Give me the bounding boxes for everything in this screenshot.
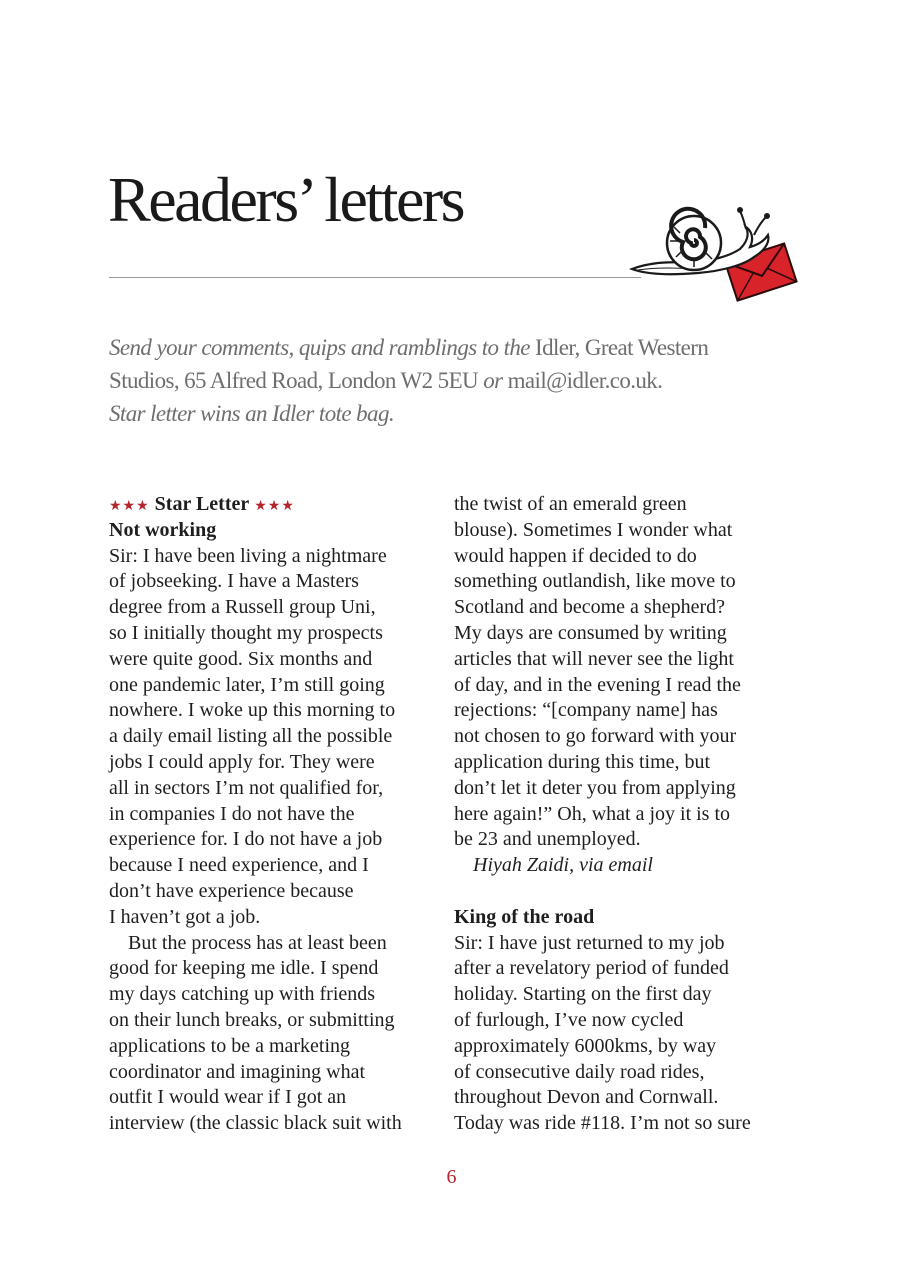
text-line: My days are consumed by writing [454, 621, 727, 644]
email-address: mail@idler.co.uk. [507, 368, 663, 393]
star-letter-label: ★★★ Star Letter ★★★ [109, 493, 295, 515]
text-line: because I need experience, and I [109, 854, 369, 877]
intro-line-1: Send your comments, quips and ramblings to the Idler, Great Western [109, 335, 709, 360]
text-line: of day, and in the evening I read the [454, 673, 741, 696]
text-line: good for keeping me idle. I spend [109, 957, 379, 980]
text-line: Today was ride #118. I’m not so sure [454, 1112, 751, 1135]
submission-intro [109, 331, 749, 430]
text-line: on their lunch breaks, or submitting [109, 1008, 395, 1031]
text-line: coordinator and imagining what [109, 1060, 366, 1083]
text-line: rejections: “[company name] has [454, 699, 718, 722]
text-line: I haven’t got a job. [109, 905, 261, 928]
star-icon: ★★★ [109, 499, 150, 514]
text-line: jobs I could apply for. They were [109, 750, 375, 773]
text-line: application during this time, but [454, 750, 711, 773]
text-line: my days catching up with friends [109, 983, 376, 1006]
text-line: all in sectors I’m not qualified for, [109, 776, 384, 799]
text-line: interview (the classic black suit with [109, 1112, 402, 1135]
text-line: degree from a Russell group Uni, [109, 596, 376, 619]
text-line: were quite good. Six months and [109, 647, 373, 670]
letter-heading: Not working [109, 518, 217, 541]
letter-signature: Hiyah Zaidi, via email [473, 854, 653, 877]
intro-line-2: Studios, 65 Alfred Road, London W2 5EU or mail@idler.co.uk. [109, 368, 663, 393]
title-rule [109, 277, 641, 278]
text-line: of jobseeking. I have a Masters [109, 570, 359, 593]
text-line: nowhere. I woke up this morning to [109, 699, 396, 722]
letter-body [109, 544, 439, 931]
text-line: not chosen to go forward with your [454, 725, 737, 748]
spacer [454, 879, 784, 905]
text-line: Sir: I have been living a nightmare [109, 544, 387, 567]
text-line: the twist of an emerald green [454, 493, 687, 515]
text-line: throughout Devon and Cornwall. [454, 1086, 719, 1109]
text-line: approximately 6000kms, by way [454, 1034, 717, 1057]
text-line: Scotland and become a shepherd? [454, 596, 726, 619]
text-line: don’t have experience because [109, 879, 354, 902]
text-line: of furlough, I’ve now cycled [454, 1008, 684, 1031]
text-line: so I initially thought my prospects [109, 621, 383, 644]
intro-line-3: Star letter wins an Idler tote bag. [109, 401, 395, 426]
text-line: one pandemic later, I’m still going [109, 673, 385, 696]
letter-body [454, 931, 784, 1137]
letter-heading: King of the road [454, 905, 595, 928]
text-line: articles that will never see the light [454, 647, 734, 670]
text-line: outfit I would wear if I got an [109, 1086, 347, 1109]
page-number: 6 [446, 1166, 457, 1188]
text-line: be 23 and unemployed. [454, 828, 641, 851]
letter-body-paragraph-2 [109, 931, 439, 1137]
text-line: in companies I do not have the [109, 802, 355, 825]
text-line: don’t let it deter you from applying [454, 776, 736, 799]
text-line: here again!” Oh, what a joy it is to [454, 802, 731, 825]
text-line: experience for. I do not have a job [109, 828, 383, 851]
text-line: Sir: I have just returned to my job [454, 931, 725, 954]
text-line: after a revelatory period of funded [454, 957, 729, 980]
page-title: Readers’ letters [108, 164, 464, 235]
left-column [109, 492, 439, 1137]
right-column [454, 492, 784, 1137]
letter-body-continued [454, 492, 784, 853]
star-icon: ★★★ [254, 499, 295, 514]
snail-with-envelope-icon [628, 205, 800, 305]
text-line: would happen if decided to do [454, 544, 697, 567]
text-line: of consecutive daily road rides, [454, 1060, 705, 1083]
text-line: holiday. Starting on the first day [454, 983, 712, 1006]
text-line: a daily email listing all the possible [109, 725, 393, 748]
text-line: something outlandish, like move to [454, 570, 736, 593]
text-line: blouse). Sometimes I wonder what [454, 518, 733, 541]
text-line: But the process has at least been [128, 931, 387, 954]
text-line: applications to be a marketing [109, 1034, 351, 1057]
